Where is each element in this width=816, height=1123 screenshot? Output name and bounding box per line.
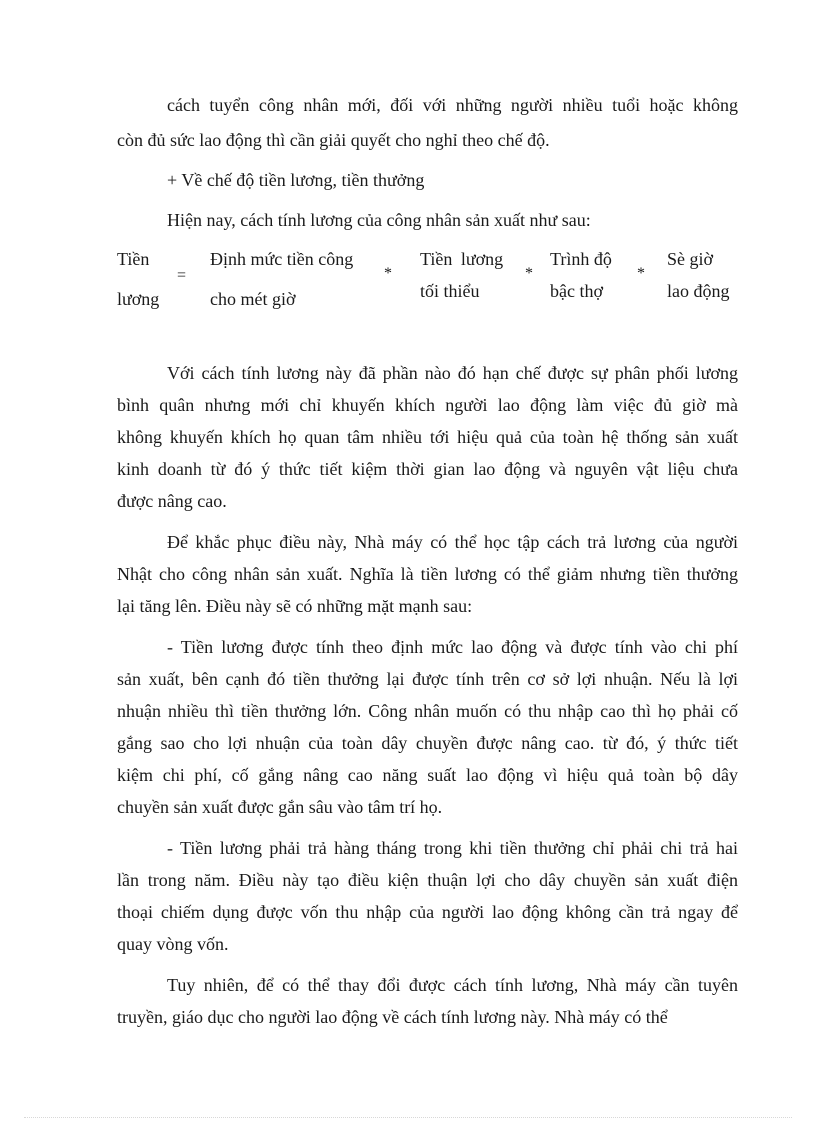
- paragraph-line: Với cách tính lương này đã phần nào đó hạn chế được sự phân phối lương: [167, 363, 738, 383]
- formula-equals: =: [177, 267, 187, 284]
- formula-term4-line1: Sè giờ: [667, 249, 714, 269]
- paragraph-line: còn đủ sức lao động thì cần giải quyết cho nghỉ theo chế độ.: [117, 130, 550, 150]
- paragraph-line: - Tiền lương được tính theo định mức lao động và được tính vào chi phí: [167, 637, 738, 657]
- paragraph-line: bình quân nhưng mới chỉ khuyến khích người lao động làm việc đủ giờ mà: [117, 395, 738, 415]
- formula-lhs-line1: Tiền: [117, 249, 150, 269]
- paragraph-line: sản xuất, bên cạnh đó tiền thưởng lại được tính trên cơ sở lợi nhuận. Nếu là lợi: [117, 669, 738, 689]
- paragraph-line: Để khắc phục điều này, Nhà máy có thể học tập cách trả lương của người: [167, 532, 738, 552]
- paragraph-line: gắng sao cho lợi nhuận của toàn dây chuyền được nâng cao. từ đó, ý thức tiết: [117, 733, 738, 753]
- paragraph-line: không khuyến khích họ quan tâm nhiều tới hiệu quả của toàn hệ thống sản xuất: [117, 427, 738, 447]
- paragraph-line: được nâng cao.: [117, 491, 227, 511]
- paragraph-line: lần trong năm. Điều này tạo điều kiện thuận lợi cho dây chuyền sản xuất điện: [117, 870, 738, 890]
- formula-times-1: *: [384, 265, 392, 282]
- paragraph-line: Nhật cho công nhân sản xuất. Nghĩa là tiền lương có thể giảm nhưng tiền thưởng: [117, 564, 738, 584]
- paragraph-line: nhuận nhiều thì tiền thưởng lớn. Công nhân muốn có thu nhập cao thì họ phải cố: [117, 701, 738, 721]
- paragraph-line: Hiện nay, cách tính lương của công nhân sản xuất như sau:: [167, 210, 591, 230]
- formula-term2-line2: tối thiểu: [420, 281, 480, 301]
- paragraph-line: Tuy nhiên, để có thể thay đổi được cách tính lương, Nhà máy cần tuyên: [167, 975, 738, 995]
- paragraph-line: lại tăng lên. Điều này sẽ có những mặt mạnh sau:: [117, 596, 473, 616]
- page-bottom-rule: [24, 1117, 792, 1118]
- paragraph-line: truyền, giáo dục cho người lao động về cách tính lương này. Nhà máy có thể: [117, 1007, 668, 1027]
- formula-times-2: *: [525, 265, 533, 282]
- formula-term1-line1: Định mức tiền công: [210, 249, 354, 269]
- paragraph-line: thoại chiếm dụng được vốn thu nhập của người lao động không cần trả ngay để: [117, 902, 738, 922]
- paragraph-line: cách tuyển công nhân mới, đối với những người nhiều tuổi hoặc không: [167, 95, 738, 115]
- section-heading: + Về chế độ tiền lương, tiền thưởng: [167, 170, 425, 190]
- formula-term4-line2: lao động: [667, 281, 730, 301]
- paragraph-line: kiệm chi phí, cố gắng nâng cao năng suất lao động vì hiệu quả toàn bộ dây: [117, 765, 738, 785]
- formula-term2-line1: Tiền lương: [420, 249, 504, 269]
- paragraph-line: - Tiền lương phải trả hàng tháng trong khi tiền thưởng chỉ phải chi trả hai: [167, 838, 738, 858]
- formula-times-3: *: [637, 265, 645, 282]
- paragraph-line: kinh doanh từ đó ý thức tiết kiệm thời gian lao động và nguyên vật liệu chưa: [117, 459, 738, 479]
- paragraph-line: quay vòng vốn.: [117, 934, 229, 954]
- formula-term3-line2: bậc thợ: [550, 281, 603, 301]
- formula-lhs-line2: lương: [117, 289, 160, 309]
- formula-term3-line1: Trình độ: [550, 249, 612, 269]
- paragraph-line: chuyền sản xuất được gắn sâu vào tâm trí họ.: [117, 797, 443, 817]
- formula-term1-line2: cho mét giờ: [210, 289, 296, 309]
